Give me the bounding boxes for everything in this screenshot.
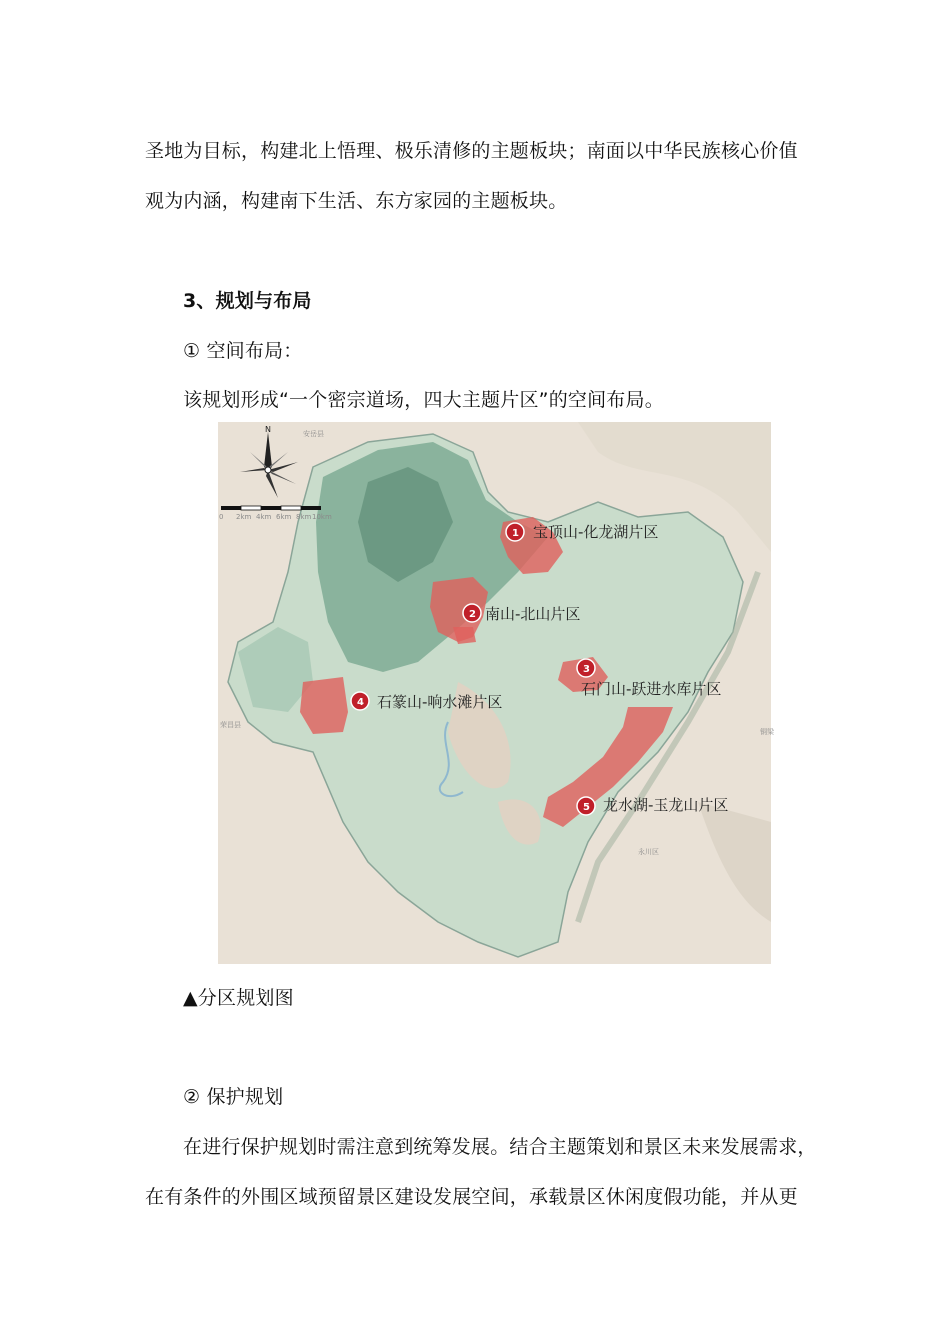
scale-label-10km: 10km [312, 513, 332, 521]
protection-paragraph-line-2: 在有条件的外围区域预留景区建设发展空间，承载景区休闲度假功能，并从更 [145, 1186, 798, 1208]
layout-intro: 该规划形成“一个密宗道场，四大主题片区”的空间布局。 [183, 389, 664, 411]
scale-label-2km: 2km [236, 513, 252, 521]
zone-2-number: 2 [469, 609, 476, 620]
subheading-spatial-layout: ① 空间布局： [183, 340, 303, 362]
zone-5-label: 龙水湖-玉龙山片区 [603, 796, 729, 814]
scale-label-6km: 6km [276, 513, 292, 521]
place-label-anyue: 安岳县 [303, 430, 324, 438]
zone-1-number: 1 [512, 528, 519, 539]
place-label-rongchang: 荣昌县 [220, 721, 241, 729]
paragraph-line-1: 圣地为目标，构建北上悟理、极乐清修的主题板块；南面以中华民族核心价值 [145, 140, 798, 162]
zone-1-label: 宝顶山-化龙湖片区 [533, 523, 659, 541]
zone-5-number: 5 [583, 802, 590, 813]
zone-5-marker [577, 797, 595, 815]
subheading-protection-plan: ② 保护规划 [183, 1086, 284, 1108]
place-label-tongliang: 铜梁 [760, 728, 774, 736]
compass-north-label: N [265, 425, 271, 434]
zone-2-marker [463, 604, 481, 622]
paragraph-line-2: 观为内涵，构建南下生活、东方家园的主题板块。 [145, 190, 568, 212]
map-caption: ▲分区规划图 [183, 987, 294, 1009]
zone-2-label: 南山-北山片区 [485, 605, 581, 623]
zoning-plan-map [218, 422, 774, 964]
section-heading: 3、规划与布局 [183, 290, 312, 312]
protection-paragraph-line-1: 在进行保护规划时需注意到统筹发展。结合主题策划和景区未来发展需求， [183, 1136, 817, 1158]
zone-3-label: 石门山-跃进水库片区 [581, 680, 722, 698]
scale-label-0: 0 [219, 513, 224, 521]
place-label-yongchuan: 永川区 [638, 848, 659, 856]
scale-label-8km: 8km [296, 513, 312, 521]
zone-4-number: 4 [357, 697, 364, 708]
scale-label-4km: 4km [256, 513, 272, 521]
zone-3-number: 3 [583, 664, 590, 675]
zone-3-marker [577, 659, 595, 677]
zone-4-marker [351, 692, 369, 710]
zone-1-marker [506, 523, 524, 541]
zone-4-label: 石篆山-响水滩片区 [377, 693, 503, 711]
scale-bar [221, 506, 321, 510]
